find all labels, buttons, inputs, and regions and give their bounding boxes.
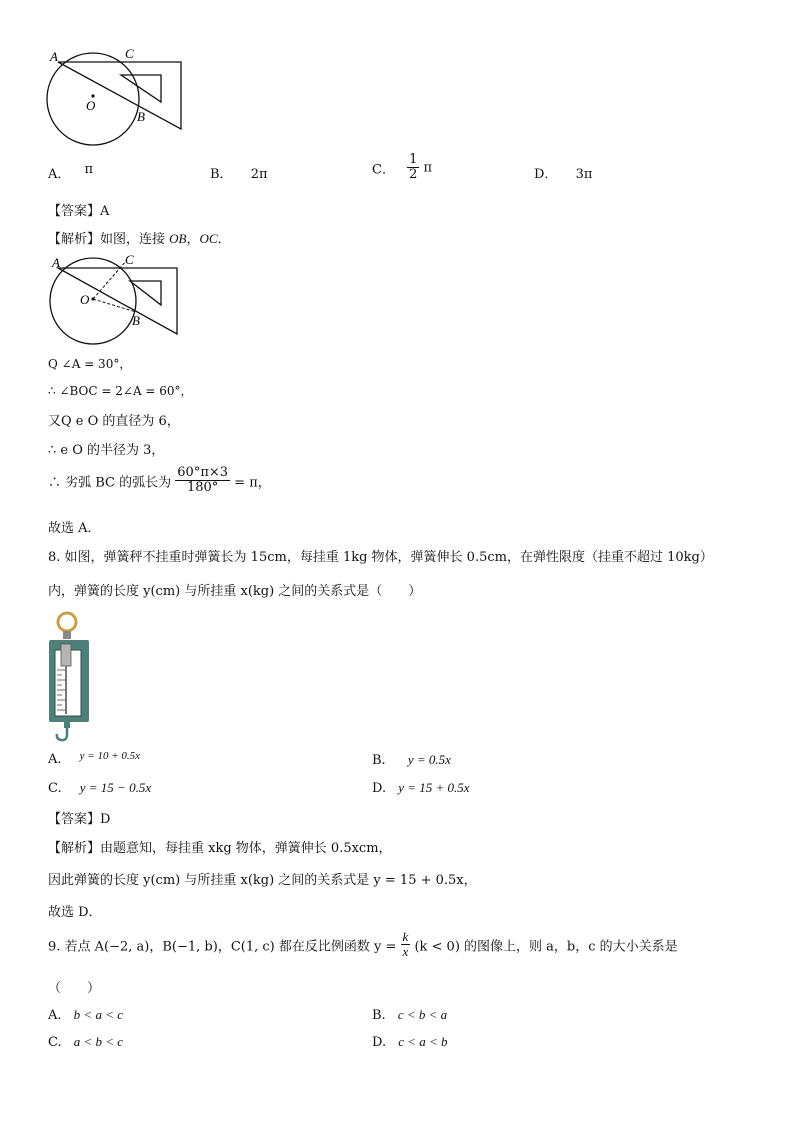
frac-den: 180° (186, 480, 219, 496)
q8-analysis-line1: 【解析】由题意知，每挂重 xkg 物体，弹簧伸长 0.5xcm， (48, 841, 392, 856)
arc-length-text: ∴ 劣弧 BC 的弧长为 (48, 475, 172, 491)
q8-stem-line1: 8. 如图，弹簧秤不挂重时弹簧长为 15cm，每挂重 1kg 物体，弹簧伸长 0.5cm，在弹性限度（挂重不超过 10kg） (48, 550, 713, 565)
option-value: c < a < b (398, 1034, 448, 1049)
option-value: c < b < a (397, 1007, 448, 1022)
label-a: A (52, 255, 60, 270)
option-letter: D． (534, 167, 558, 182)
q7-step1: Q ∠A = 30°， (48, 357, 132, 371)
option-letter: A． (48, 167, 71, 182)
geometry-figure-1 (44, 44, 194, 154)
q7-conclude: 故选 A． (48, 521, 101, 536)
frac-num: 1 (409, 152, 418, 167)
option-letter: D. (372, 781, 387, 796)
arc-length-result: = π， (234, 475, 271, 491)
frac-den: x (402, 944, 409, 960)
q7-option-a (48, 163, 93, 182)
segment-oc: OC (199, 231, 218, 246)
q9-option-a (48, 1007, 123, 1023)
q8-stem-line2: 内，弹簧的长度 y(cm) 与所挂重 x(kg) 之间的关系式是（ ） (48, 584, 422, 599)
label-b: B (137, 109, 145, 124)
option-letter: D. (372, 1035, 387, 1050)
q7-step5 (48, 466, 271, 496)
q9-paren: （ ） (48, 981, 101, 996)
option-value: y = 15 + 0.5x (398, 780, 470, 795)
option-value: y = 10 + 0.5x (79, 750, 141, 762)
label-o: O (80, 292, 90, 307)
q9-stem-pre: 9. 若点 A(−2, a)，B(−1, b)，C(1, c) 都在反比例函数 y = (48, 939, 397, 955)
option-letter: A. (48, 1008, 62, 1023)
analysis-text: 如图，连接 (100, 232, 166, 247)
q7-option-c (372, 153, 432, 183)
q7-analysis-line1 (48, 228, 231, 247)
option-value: 3π (575, 167, 593, 182)
q8-analysis-line2: 因此弹簧的长度 y(cm) 与所挂重 x(kg) 之间的关系式是 y = 15 + 0.5x， (48, 873, 477, 888)
q8-option-a (48, 752, 140, 767)
q7-step3: 又Q e O 的直径为 6， (48, 414, 180, 429)
q7-option-d (534, 163, 592, 182)
separator: ， (186, 232, 200, 247)
option-value: π (423, 160, 433, 176)
segment-ob: OB (169, 231, 187, 246)
option-letter: B． (210, 167, 233, 182)
option-letter: B. (372, 1008, 386, 1023)
option-letter: C． (372, 162, 395, 178)
q8-answer: 【答案】D (48, 812, 111, 827)
label-o: O (86, 98, 96, 113)
q9-option-d (372, 1034, 448, 1050)
label-b: B (132, 313, 140, 328)
option-value: b < a < c (73, 1007, 123, 1022)
spring-scale-image (45, 608, 95, 743)
geometry-figure-2 (44, 252, 194, 352)
q9-option-b (372, 1007, 447, 1023)
q8-option-c (48, 780, 151, 796)
q7-step4: ∴ e O 的半径为 3， (48, 443, 165, 458)
q7-answer: 【答案】A (48, 204, 110, 219)
period: ． (217, 232, 231, 247)
q8-conclude: 故选 D． (48, 905, 102, 920)
option-value: π (84, 162, 94, 177)
q9-stem (48, 930, 678, 960)
q7-step2: ∴ ∠BOC = 2∠A = 60°， (48, 384, 193, 398)
q7-option-b (210, 163, 268, 182)
option-letter: A. (48, 752, 62, 767)
frac-num: 60°π×3 (177, 465, 229, 480)
option-value: y = 15 − 0.5x (79, 780, 152, 795)
label-a: A (50, 49, 58, 64)
frac-num: k (402, 929, 409, 944)
option-value: y = 0.5x (407, 752, 451, 767)
analysis-tag: 【解析】 (48, 232, 101, 247)
label-c: C (125, 252, 134, 267)
frac-den: 2 (409, 167, 418, 183)
option-value: a < b < c (73, 1034, 124, 1049)
option-letter: C. (48, 1035, 62, 1050)
option-letter: B. (372, 753, 386, 768)
option-letter: C. (48, 781, 62, 796)
q8-option-b (372, 752, 451, 768)
label-c: C (125, 46, 134, 61)
q9-stem-post: (k < 0) 的图像上，则 a，b，c 的大小关系是 (414, 939, 678, 955)
q9-option-c (48, 1034, 123, 1050)
q8-option-d (372, 780, 470, 796)
option-value: 2π (250, 167, 268, 182)
